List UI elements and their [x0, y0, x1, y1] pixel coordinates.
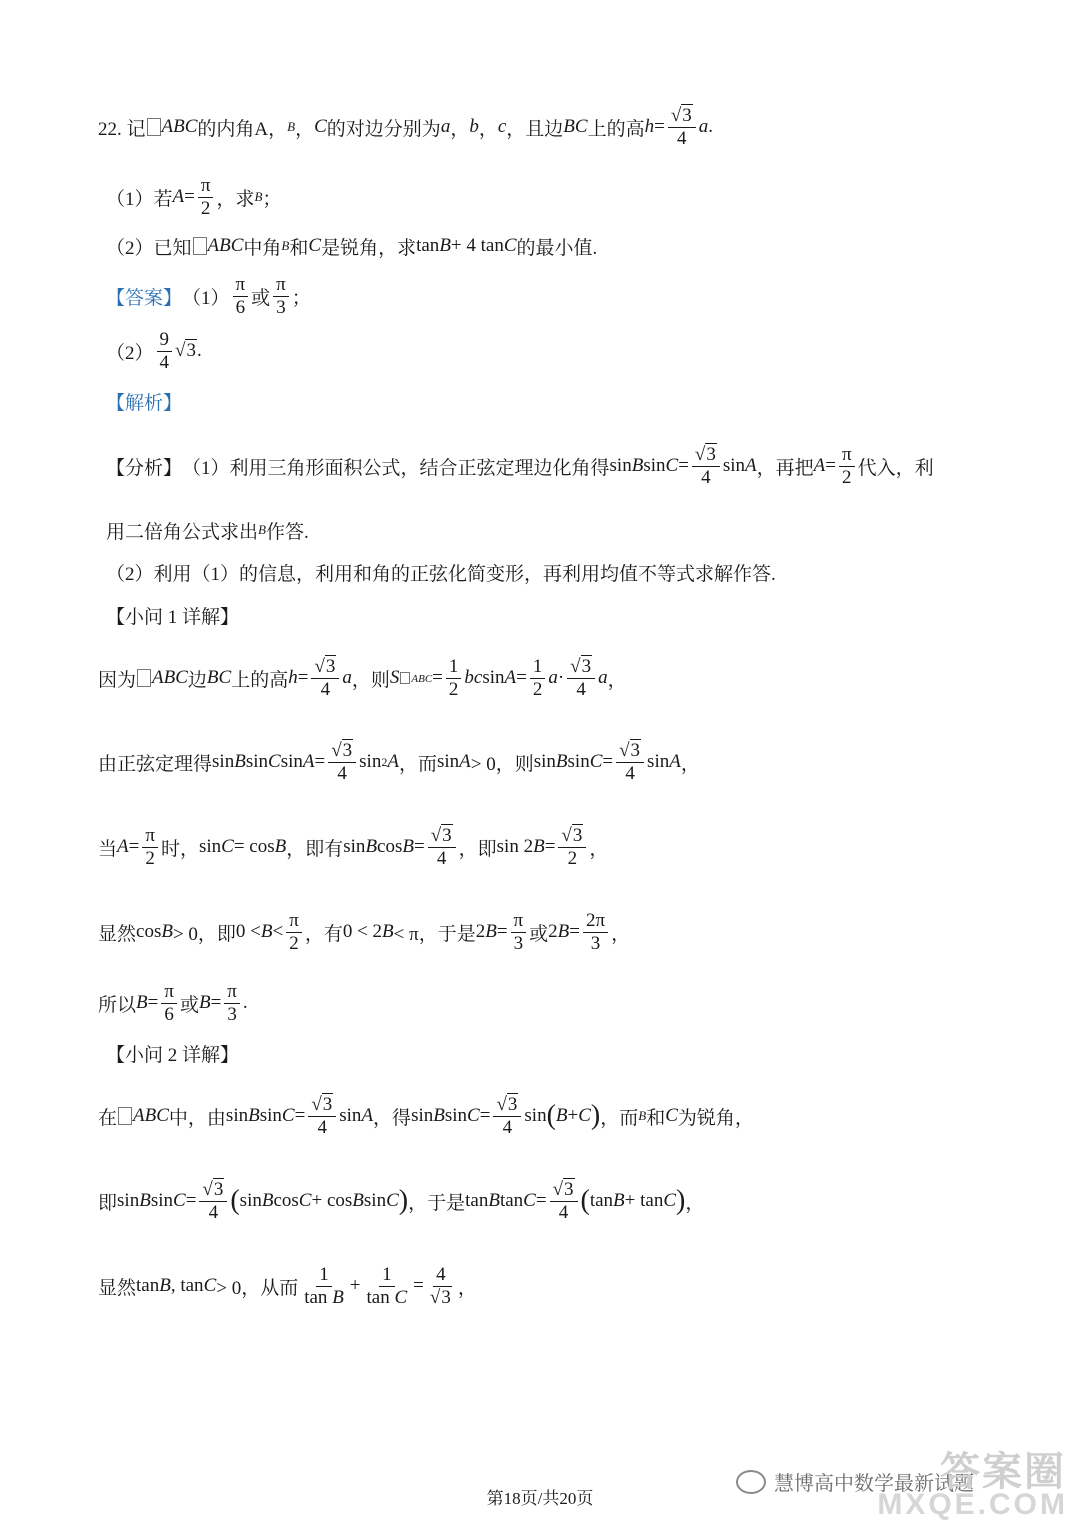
text: ， [607, 669, 627, 691]
text: BC [206, 667, 232, 688]
text: 因为 [98, 669, 137, 691]
text: cos [273, 1190, 299, 1211]
subquestion-2-heading [106, 1039, 1020, 1067]
text: B [433, 1105, 445, 1126]
text: ) [398, 1185, 409, 1216]
text: 【小问 1 详解】 [106, 606, 240, 628]
text: sin [363, 1190, 387, 1211]
text: · [557, 667, 565, 688]
text: B [234, 751, 246, 772]
text: （2） [106, 342, 154, 364]
text: h [288, 667, 298, 688]
text: B [382, 921, 394, 942]
text: = [496, 921, 508, 942]
text: = [569, 921, 580, 942]
fenxi-line-3 [106, 558, 1020, 586]
text: A [117, 836, 129, 857]
text: 中，由 [168, 1107, 226, 1129]
text: ，有 [304, 923, 343, 945]
text: + 4 tan [450, 235, 504, 256]
text: = cos [233, 836, 275, 857]
text: = [602, 751, 614, 772]
text: A [302, 751, 315, 772]
text: ； [262, 188, 282, 210]
text: ， [478, 118, 498, 140]
text: = [314, 751, 326, 772]
text: 边 [187, 669, 207, 691]
text: . [242, 992, 248, 1013]
fraction: $\frac{√3}{4}$ [328, 741, 356, 784]
text: ，于是 [408, 1192, 466, 1214]
text: + cos [311, 1190, 353, 1211]
fraction: $\frac{√3}{4}$ [692, 445, 720, 488]
fenxi-line-2 [106, 516, 1020, 544]
watermark-logo: 答案圈 [940, 1450, 1066, 1494]
fraction: $\frac{9}{4}$ [157, 330, 173, 373]
triangle-symbol-icon [137, 669, 151, 687]
text: 0 < [235, 921, 261, 942]
text: , tan [170, 1275, 204, 1296]
text: B [533, 836, 545, 857]
text: 【分析】 [106, 457, 183, 479]
text: C [203, 1275, 217, 1296]
fraction: $\frac{√3}{4}$ [616, 741, 644, 784]
text: ，得 [373, 1107, 412, 1129]
text: sin [647, 751, 670, 772]
solution-line-6 [98, 1090, 1020, 1142]
text: = [413, 1275, 424, 1296]
text: B [139, 1190, 151, 1211]
text: + [567, 1105, 579, 1126]
text: （1） [182, 287, 230, 309]
text: C [589, 751, 603, 772]
text: C [663, 1190, 677, 1211]
page-footer: 第18页/共20页 [486, 1489, 594, 1508]
text: A [669, 751, 681, 772]
text: tan [589, 1190, 614, 1211]
text: 2 [381, 754, 388, 769]
text: B [631, 455, 644, 476]
text: = [544, 836, 556, 857]
fraction: $\frac{√3}{4}$ [308, 1095, 336, 1138]
fraction: $\frac{2\pi}{3}$ [583, 911, 608, 954]
text: ，且边 [506, 118, 564, 140]
text: > 0，即 [172, 923, 236, 945]
text: bc [464, 667, 483, 688]
text: sin [117, 1190, 140, 1211]
text: B [365, 836, 378, 857]
text: 所以 [98, 994, 137, 1016]
answer-2-line [106, 326, 1020, 376]
text: ，而 [600, 1107, 639, 1129]
text: C [523, 1190, 536, 1211]
text: 上的高 [587, 118, 645, 140]
part-1-line [106, 173, 1020, 221]
text: B [258, 522, 266, 537]
text: ，则 [351, 669, 390, 691]
text: B [352, 1190, 364, 1211]
text: a [548, 667, 558, 688]
text: sin [482, 667, 505, 688]
text: tan [416, 235, 440, 256]
text: 的对边分别为 [326, 118, 441, 140]
solution-line-4 [98, 906, 1020, 958]
text: sin [339, 1105, 362, 1126]
text: b [469, 116, 479, 137]
text: < π，于是 [393, 923, 476, 945]
text: 上的高 [231, 669, 289, 691]
text: > 0，则 [470, 753, 534, 775]
text: ， [611, 923, 631, 945]
answer-tag: 【答案】 [106, 287, 183, 309]
solution-line-5 [98, 979, 1020, 1027]
question-line [98, 105, 1020, 149]
text: 是锐角，求 [321, 237, 417, 259]
solution-line-7 [98, 1175, 1020, 1227]
text: ABC [133, 1105, 169, 1126]
text: B [555, 751, 568, 772]
text: = [654, 116, 665, 137]
text: B [439, 235, 451, 256]
text: sin [280, 751, 303, 772]
text: B [261, 1190, 274, 1211]
solution-line-1: 因为 ABC 边 BC 上的高 h = $\frac{√3}{4}$ a ，则 S ABC = $\frac{1}{2}$ bc sin A = $\frac{1}{2}$ a · $\frac{√3}{4}$ a ， [98, 655, 627, 700]
text: c [497, 116, 507, 137]
text: ， [589, 838, 609, 860]
text: + [349, 1275, 361, 1296]
sqrt: √3 [175, 340, 196, 361]
text: = [147, 992, 159, 1013]
text: tan [465, 1190, 489, 1211]
text: B [485, 921, 497, 942]
text: = [678, 455, 689, 476]
text: = [185, 1190, 197, 1211]
text: （1）利用三角形面积公式，结合正弦定理边化角得 [182, 457, 610, 479]
text: 0 < 2 [342, 921, 383, 942]
solution-line-8 [98, 1258, 1020, 1314]
text: ) [590, 1100, 601, 1131]
text: 由正弦定理得 [98, 753, 213, 775]
text: C [314, 116, 327, 137]
fraction: $\frac{1}{2}$ [446, 657, 462, 700]
text: 显然 [98, 1277, 137, 1299]
text: ABC [161, 116, 198, 137]
text: 在 [98, 1107, 118, 1129]
text: 的内角A， [197, 118, 288, 140]
text: sin [225, 1105, 249, 1126]
text: = [294, 1105, 306, 1126]
text: cos [377, 836, 403, 857]
text: 为锐角， [677, 1107, 754, 1129]
text: 作答. [265, 521, 309, 543]
text: ) [676, 1185, 686, 1216]
text: A [504, 667, 517, 688]
text: = [128, 836, 140, 857]
answer-line [106, 271, 1020, 321]
text: 【小问 2 详解】 [106, 1044, 240, 1066]
text: A [172, 186, 185, 207]
text: ABC [152, 667, 188, 688]
text: tan [136, 1275, 160, 1296]
text: = [297, 667, 309, 688]
text: + tan [624, 1190, 664, 1211]
text: tan [499, 1190, 524, 1211]
text: B [198, 992, 211, 1013]
text: a [342, 667, 352, 688]
text: sin [259, 1105, 282, 1126]
text: B [159, 1275, 171, 1296]
fraction: $\frac{\pi}{3}$ [511, 911, 527, 954]
text: B [402, 836, 414, 857]
text: sin [643, 455, 666, 476]
text: 2 [475, 921, 486, 942]
fraction: $\frac{\pi}{2}$ [198, 176, 214, 219]
text: 的最小值. [516, 237, 598, 259]
text: C [503, 235, 517, 256]
text: ( [580, 1185, 590, 1216]
text: C [268, 751, 281, 772]
fraction: $\frac{1}{2}$ [530, 657, 546, 700]
text: = [825, 455, 836, 476]
text: B [136, 992, 148, 1013]
text: = [516, 667, 527, 688]
text: = [184, 186, 195, 207]
text: B [260, 921, 273, 942]
text: 中角 [243, 237, 282, 259]
text: = [479, 1105, 491, 1126]
solution-line-2 [98, 736, 1020, 788]
fraction: $\frac{\pi}{2}$ [286, 911, 302, 954]
fraction: $\frac{\pi}{2}$ [839, 445, 855, 488]
text: h [644, 116, 655, 137]
text: 即 [98, 1192, 118, 1214]
text: B [638, 1108, 647, 1123]
text: C [665, 1105, 678, 1126]
text: sin 2 [496, 836, 534, 857]
text: = [413, 836, 425, 857]
fraction: $\frac{√3}{4}$ [668, 106, 696, 149]
text: . [196, 340, 202, 361]
text: B [161, 921, 173, 942]
text: C [298, 1190, 312, 1211]
text: 显然 [98, 923, 137, 945]
text: sin [359, 751, 382, 772]
text: A [459, 751, 471, 772]
text: 或 [179, 994, 199, 1016]
text: = [535, 1190, 547, 1211]
text: C [308, 235, 322, 256]
text: C [665, 455, 679, 476]
fraction: $\frac{\pi}{3}$ [224, 982, 240, 1025]
text: B [248, 1105, 260, 1126]
text: B [613, 1190, 625, 1211]
text: 时， [160, 838, 199, 860]
text: ABC [207, 235, 244, 256]
text: C [467, 1105, 480, 1126]
text: ， [680, 753, 700, 775]
text: A [745, 455, 757, 476]
text: ； [291, 287, 311, 309]
text: C [386, 1190, 399, 1211]
text: sin [343, 836, 366, 857]
fraction: $\frac{√3}{4}$ [493, 1095, 521, 1138]
text: sin [524, 1105, 547, 1126]
text: sin [444, 1105, 468, 1126]
text: ， [685, 1192, 705, 1214]
fraction: $\frac{√3}{2}$ [558, 826, 586, 869]
text: sin [150, 1190, 173, 1211]
text: B [254, 189, 263, 204]
text: ( [546, 1100, 556, 1131]
text: ，再把 [756, 457, 814, 479]
text: sin [239, 1190, 262, 1211]
text: B [281, 238, 290, 253]
text: 2 [548, 921, 558, 942]
text: （1）若 [106, 188, 173, 210]
text: sin [567, 751, 590, 772]
text: a [440, 116, 451, 137]
fraction: $\frac{√3}{4}$ [311, 657, 339, 700]
watermark-site: MXQE.COM [877, 1488, 1068, 1521]
analysis-tag-line [106, 388, 1020, 414]
text: sin [212, 751, 235, 772]
text: ， [457, 1277, 477, 1299]
fraction: $\frac{1}{\text{tan C}}$ [366, 1263, 408, 1308]
triangle-symbol-icon [400, 672, 410, 684]
text: = [210, 992, 222, 1013]
text: 代入，利 [857, 457, 934, 479]
text: a [698, 116, 709, 137]
fenxi-line [106, 440, 1020, 492]
text: 和 [646, 1107, 666, 1129]
text: 或 [529, 923, 549, 945]
watermark-text: 慧博高中数学最新试题 [774, 1473, 974, 1495]
fraction: $\frac{√3}{4}$ [199, 1180, 227, 1223]
text: ， [295, 118, 315, 140]
text: ， [450, 118, 470, 140]
text: 当 [98, 838, 118, 860]
text: （2）已知 [106, 237, 192, 259]
text: a [598, 667, 608, 688]
fraction: $\frac{4}{√3}$ [429, 1263, 451, 1308]
text: ，求 [216, 188, 255, 210]
fraction: $\frac{\pi}{3}$ [273, 275, 289, 318]
fraction: $\frac{√3}{4}$ [567, 657, 595, 700]
text: B [555, 1105, 568, 1126]
part-2-line [106, 232, 1020, 260]
wechat-icon [736, 1470, 766, 1494]
text: sin [198, 836, 222, 857]
text: S [389, 667, 400, 688]
text: ，而 [398, 753, 437, 775]
fraction: $\frac{\pi}{6}$ [233, 275, 249, 318]
text: B [274, 836, 287, 857]
solution-line-3 [98, 821, 1020, 873]
analysis-tag: 【解析】 [106, 392, 183, 414]
text: BC [563, 116, 588, 137]
triangle-symbol-icon [118, 1107, 132, 1125]
text: 或 [251, 287, 271, 309]
text: C [578, 1105, 591, 1126]
text: ，即 [458, 838, 497, 860]
text: A [361, 1105, 374, 1126]
subquestion-1-heading [106, 601, 1020, 629]
text: C [281, 1105, 295, 1126]
text: cos [136, 921, 162, 942]
fraction: $\frac{\pi}{2}$ [142, 826, 158, 869]
fraction: $\frac{√3}{4}$ [428, 826, 456, 869]
text: A [813, 455, 826, 476]
fraction: $\frac{√3}{4}$ [550, 1180, 578, 1223]
text: sin [245, 751, 268, 772]
text: = [432, 667, 443, 688]
fraction: $\frac{1}{\text{tan B}}$ [304, 1263, 344, 1308]
text: < [272, 921, 284, 942]
text: 和 [289, 237, 309, 259]
text: C [221, 836, 234, 857]
text: B [488, 1190, 500, 1211]
text: ( [230, 1185, 240, 1216]
triangle-symbol-icon [193, 237, 207, 255]
text: sin [722, 455, 746, 476]
text: sin [411, 1105, 434, 1126]
text: 用二倍角公式求出 [106, 521, 259, 543]
fraction: $\frac{\pi}{6}$ [161, 982, 177, 1025]
text: . [708, 116, 713, 137]
text: > 0，从而 [216, 1277, 299, 1299]
text: ，即有 [286, 838, 344, 860]
text: sin [609, 455, 632, 476]
text: A [387, 751, 399, 772]
text: （2）利用（1）的信息，利用和角的正弦化简变形，再利用均值不等式求解作答. [106, 563, 776, 585]
question-number: 22. 记 [98, 118, 146, 140]
text: B [287, 119, 296, 134]
text: C [173, 1190, 186, 1211]
text: sin [436, 751, 460, 772]
text: sin [533, 751, 556, 772]
text: B [557, 921, 570, 942]
triangle-symbol-icon [147, 118, 161, 136]
